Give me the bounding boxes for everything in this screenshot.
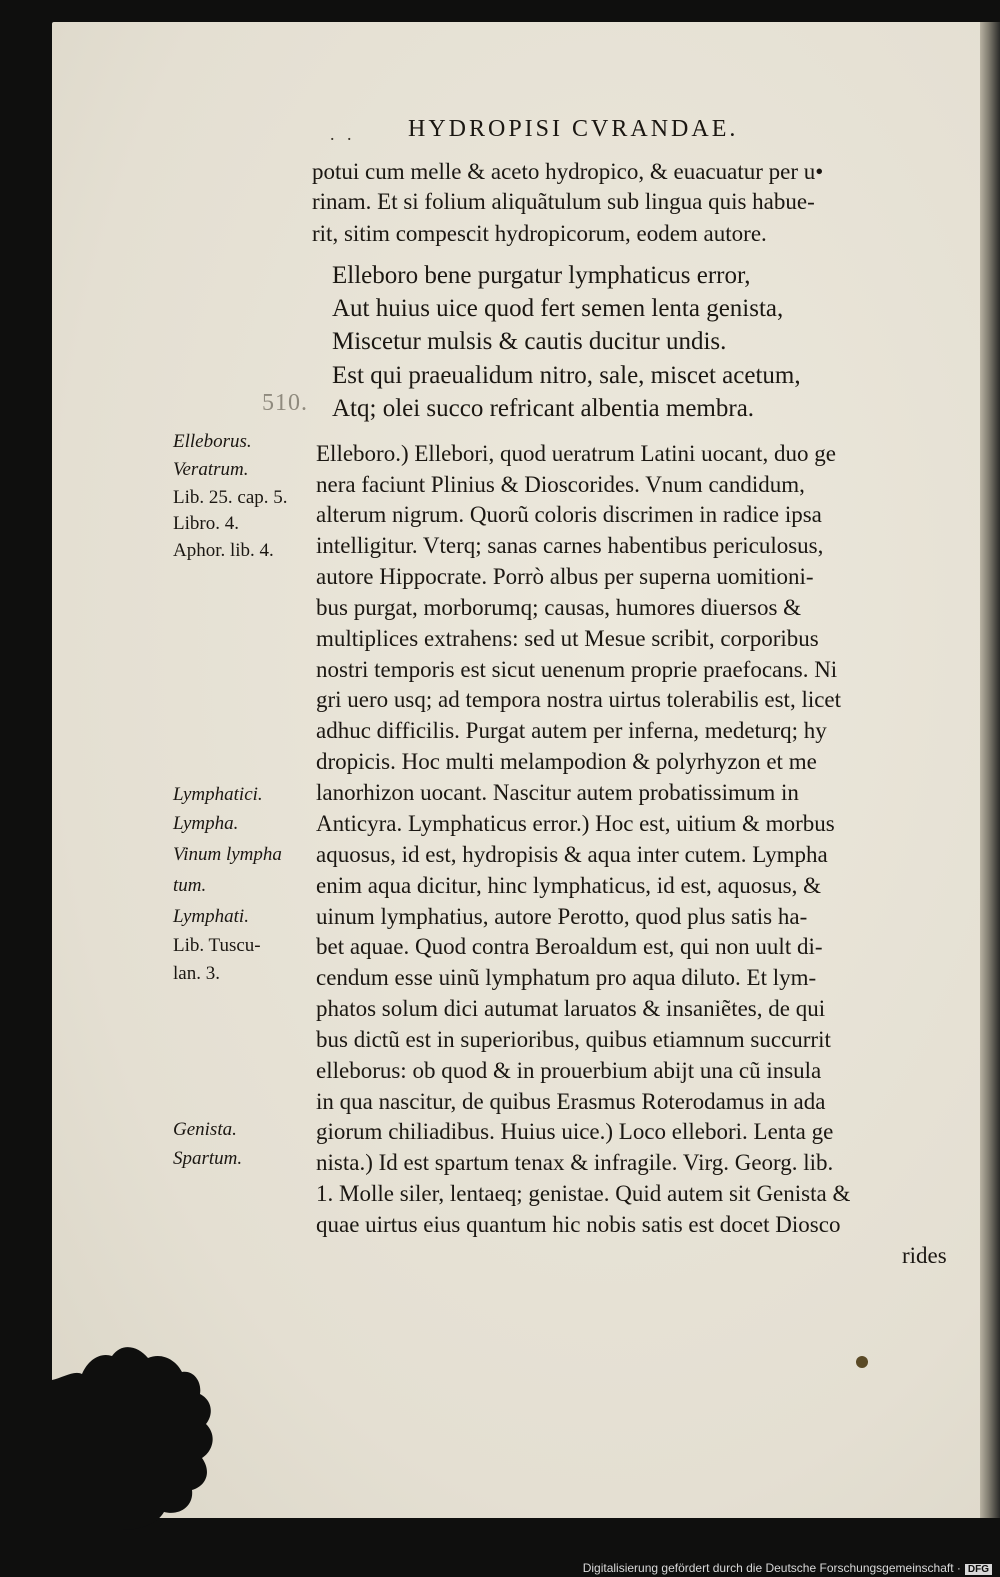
verse-line-4: Est qui praeualidum nitro, sale, miscet acetum, bbox=[332, 362, 801, 389]
commentary-line-27: rides bbox=[902, 1243, 947, 1268]
pencil-annotation: 510. bbox=[262, 390, 308, 416]
commentary-line-15: enim aqua dicitur, hinc lymphaticus, id est, aquosus, & bbox=[316, 873, 821, 898]
body-line-3: rit, sitim compescit hydropicorum, eodem autore. bbox=[312, 221, 767, 246]
commentary-line-17: bet aquae. Quod contra Beroaldum est, qui non uult di- bbox=[316, 934, 823, 959]
commentary-line-16: uinum lymphatius, autore Perotto, quod plus satis ha- bbox=[316, 904, 808, 929]
margin-note-veratrum: Veratrum. bbox=[173, 459, 249, 480]
commentary-line-21: elleborus: ob quod & in prouerbium abijt una cũ insula bbox=[316, 1058, 822, 1083]
commentary-line-4: intelligitur. Vterq; sanas carnes habentibus periculosus, bbox=[316, 533, 824, 558]
commentary-line-10: adhuc difficilis. Purgat autem per inferna, medeturq; hy bbox=[316, 718, 827, 743]
margin-note-lib25: Lib. 25. cap. 5. bbox=[173, 487, 288, 508]
commentary-line-9: gri uero usq; ad tempora nostra uirtus tolerabilis est, licet bbox=[316, 687, 842, 712]
commentary-line-18: cendum esse uinũ lymphatum pro aqua diluto. Et lym- bbox=[316, 965, 817, 990]
commentary-line-3: alterum nigrum. Quorũ coloris discrimen in radice ipsa bbox=[316, 502, 822, 527]
running-head: HYDROPISI CVRANDAE. bbox=[408, 116, 739, 142]
ink-blot bbox=[856, 1356, 868, 1368]
verse-line-2: Aut huius uice quod fert semen lenta genista, bbox=[332, 295, 784, 322]
commentary-line-7: multiplices extrahens: sed ut Mesue scribit, corporibus bbox=[316, 626, 819, 651]
commentary-line-8: nostri temporis est sicut uenenum proprie praefocans. Ni bbox=[316, 657, 838, 682]
commentary-line-2: nera faciunt Plinius & Dioscorides. Vnum candidum, bbox=[316, 472, 805, 497]
commentary-line-26: quae uirtus eius quantum hic nobis satis est docet Diosco bbox=[316, 1212, 841, 1237]
margin-note-tum: tum. bbox=[173, 875, 207, 896]
torn-corner-damage bbox=[52, 1340, 252, 1530]
body-line-2: rinam. Et si folium aliquãtulum sub lingua quis habue- bbox=[312, 189, 815, 214]
margin-note-spartum: Spartum. bbox=[173, 1148, 243, 1169]
book-spine bbox=[980, 22, 1000, 1518]
commentary-line-5: autore Hippocrate. Porrò albus per superna uomitioni- bbox=[316, 564, 814, 589]
margin-note-libro4: Libro. 4. bbox=[173, 513, 239, 534]
commentary-line-14: aquosus, id est, hydropisis & aqua inter cutem. Lympha bbox=[316, 842, 828, 867]
commentary-line-22: in qua nascitur, de quibus Erasmus Roterodamus in ada bbox=[316, 1089, 826, 1114]
body-line-1: potui cum melle & aceto hydropico, & euacuatur per u• bbox=[312, 159, 824, 184]
commentary-line-13: Anticyra. Lymphaticus error.) Hoc est, uitium & morbus bbox=[316, 811, 835, 836]
margin-note-elleborus: Elleborus. bbox=[173, 431, 252, 452]
verse-line-5: Atq; olei succo refricant albentia membra. bbox=[332, 395, 755, 422]
commentary-line-25: 1. Molle siler, lentaeq; genistae. Quid autem sit Genista & bbox=[316, 1181, 851, 1206]
head-ornament: . . bbox=[330, 124, 356, 144]
commentary-line-1: Elleboro.) Ellebori, quod ueratrum Latini uocant, duo ge bbox=[316, 441, 836, 466]
commentary-line-6: bus purgat, morborumq; causas, humores diuersos & bbox=[316, 595, 802, 620]
dfg-logo: DFG bbox=[965, 1564, 992, 1575]
commentary-line-11: dropicis. Hoc multi melampodion & polyrhyzon et me bbox=[316, 749, 817, 774]
verse-line-3: Miscetur mulsis & cautis ducitur undis. bbox=[332, 328, 727, 355]
margin-note-lymphatici: Lymphatici. bbox=[173, 784, 263, 805]
margin-note-aphor: Aphor. lib. 4. bbox=[173, 540, 274, 561]
digitization-footer bbox=[583, 1561, 992, 1575]
commentary-line-24: nista.) Id est spartum tenax & infragile. Virg. Georg. lib. bbox=[316, 1150, 834, 1175]
verse-line-1: Elleboro bene purgatur lymphaticus error, bbox=[332, 262, 751, 289]
margin-note-lan3: lan. 3. bbox=[173, 963, 220, 984]
margin-note-vinum-lympha: Vinum lympha bbox=[173, 844, 282, 865]
commentary-line-20: bus dictũ est in superioribus, quibus etiamnum succurrit bbox=[316, 1027, 831, 1052]
commentary-line-19: phatos solum dici autumat laruatos & insaniẽtes, de qui bbox=[316, 996, 826, 1021]
commentary-line-12: lanorhizon uocant. Nascitur autem probatissimum in bbox=[316, 780, 799, 805]
margin-note-lympha: Lympha. bbox=[173, 813, 239, 834]
footer-text: Digitalisierung gefördert durch die Deutsche Forschungsgemeinschaft · bbox=[582, 1561, 961, 1575]
margin-note-lib-tuscu: Lib. Tuscu- bbox=[173, 935, 261, 956]
commentary-line-23: giorum chiliadibus. Huius uice.) Loco ellebori. Lenta ge bbox=[316, 1119, 834, 1144]
margin-note-genista: Genista. bbox=[173, 1119, 237, 1140]
margin-note-lymphati: Lymphati. bbox=[173, 906, 249, 927]
